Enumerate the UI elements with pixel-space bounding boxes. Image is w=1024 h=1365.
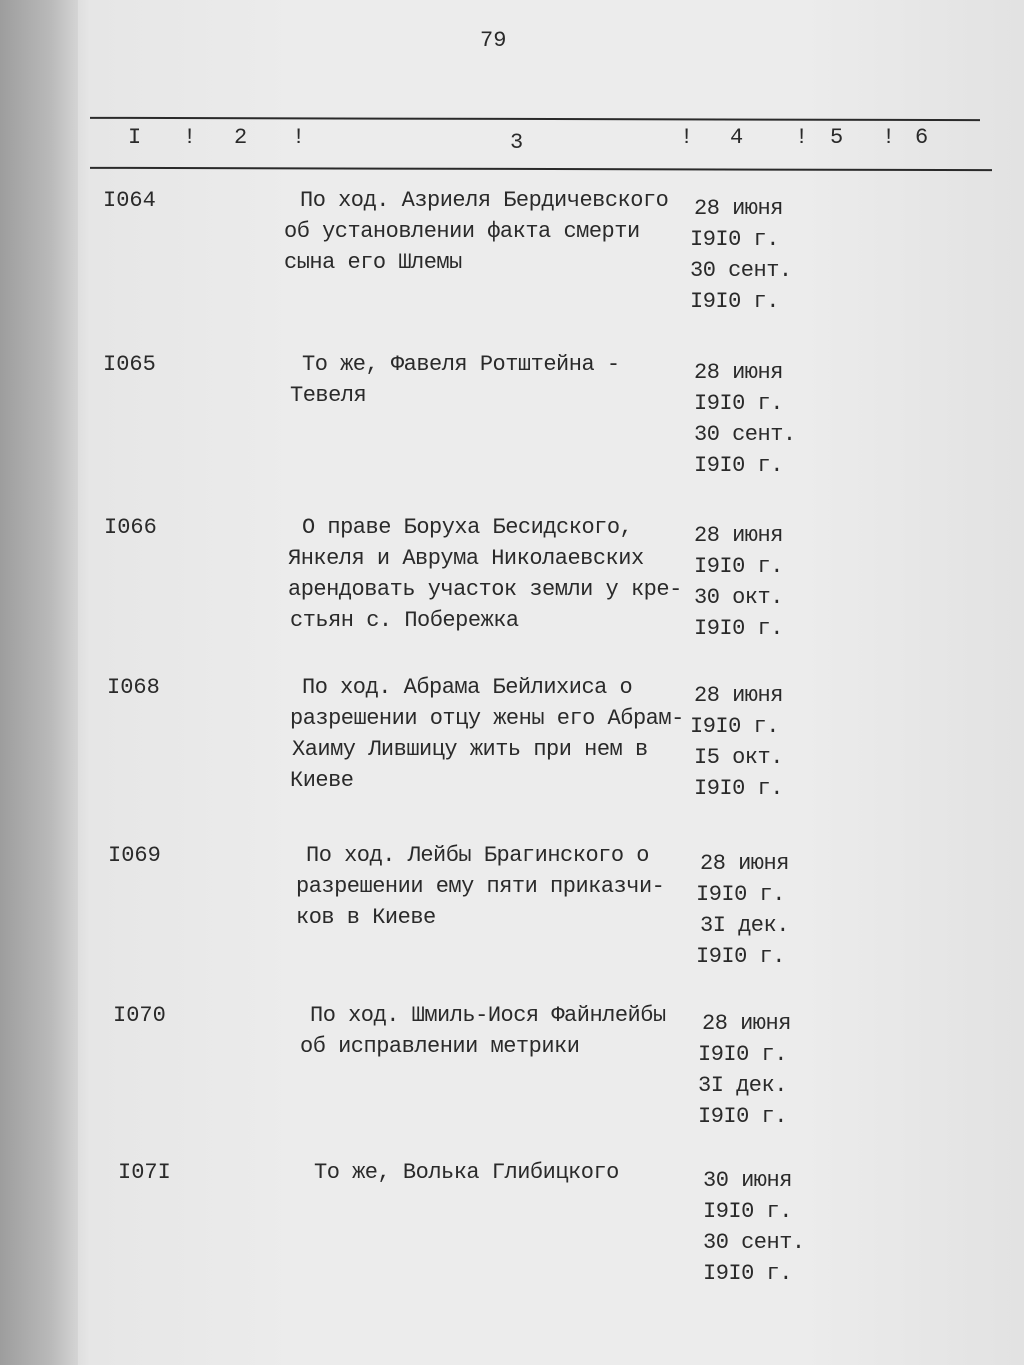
- column-separator: !: [795, 125, 809, 150]
- entry-date-line: I9I0 г.: [694, 453, 783, 478]
- column-separator: !: [882, 125, 896, 150]
- entry-number: I065: [103, 352, 156, 377]
- entry-date-line: I9I0 г.: [690, 714, 779, 739]
- entry-date-line: I9I0 г.: [694, 616, 783, 641]
- binding-gutter: [0, 0, 78, 1365]
- entry-description-line: Киеве: [290, 768, 354, 793]
- entry-number: I07I: [118, 1160, 171, 1185]
- entry-date-line: 28 июня: [702, 1011, 791, 1036]
- entry-date-line: 28 июня: [694, 196, 783, 221]
- entry-date-line: I9I0 г.: [694, 391, 783, 416]
- column-header-I: I: [128, 125, 142, 150]
- column-header-5: 5: [830, 125, 844, 150]
- column-header-6: 6: [915, 125, 929, 150]
- entry-description-line: По ход. Шмиль-Иося Файнлейбы: [310, 1003, 666, 1028]
- entry-description-line: По ход. Лейбы Брагинского о: [306, 843, 649, 868]
- entry-description-line: ков в Киеве: [296, 905, 436, 930]
- page-number: 79: [480, 28, 507, 53]
- entry-date-line: I9I0 г.: [694, 776, 783, 801]
- entry-description-line: Янкеля и Аврума Николаевских: [288, 546, 644, 571]
- entry-date-line: I9I0 г.: [690, 289, 779, 314]
- entry-number: I069: [108, 843, 161, 868]
- entry-date-line: 28 июня: [694, 523, 783, 548]
- entry-date-line: I9I0 г.: [690, 227, 779, 252]
- entry-description-line: Хаиму Лившицу жить при нем в: [292, 737, 648, 762]
- entry-date-line: 3I дек.: [698, 1073, 787, 1098]
- entry-date-line: I9I0 г.: [703, 1261, 792, 1286]
- entry-date-line: I9I0 г.: [698, 1104, 787, 1129]
- entry-description-line: сына его Шлемы: [284, 250, 462, 275]
- entry-description-line: стьян с. Побережка: [290, 608, 519, 633]
- entry-date-line: I9I0 г.: [703, 1199, 792, 1224]
- entry-description-line: об установлении факта смерти: [284, 219, 640, 244]
- entry-description-line: разрешении ему пяти приказчи-: [296, 874, 665, 899]
- entry-description-line: Тевеля: [290, 383, 367, 408]
- column-separator: !: [292, 125, 306, 150]
- entry-description-line: По ход. Абрама Бейлихиса о: [302, 675, 633, 700]
- entry-description-line: То же, Фавеля Ротштейна -: [302, 352, 620, 377]
- column-separator: !: [680, 125, 694, 150]
- entry-date-line: I9I0 г.: [696, 944, 785, 969]
- entry-date-line: 28 июня: [694, 360, 783, 385]
- entry-date-line: I9I0 г.: [696, 882, 785, 907]
- column-header-3: 3: [510, 130, 524, 155]
- entry-number: I068: [107, 675, 160, 700]
- entry-number: I064: [103, 188, 156, 213]
- table-top-rule: [90, 117, 980, 121]
- entry-date-line: I5 окт.: [694, 745, 783, 770]
- entry-date-line: 30 сент.: [694, 422, 796, 447]
- entry-date-line: 3I дек.: [700, 913, 789, 938]
- entry-date-line: 28 июня: [700, 851, 789, 876]
- entry-date-line: I9I0 г.: [698, 1042, 787, 1067]
- entry-date-line: I9I0 г.: [694, 554, 783, 579]
- table-header-rule: [90, 167, 992, 171]
- entry-description-line: То же, Волька Глибицкого: [314, 1160, 619, 1185]
- entry-number: I066: [104, 515, 157, 540]
- entry-number: I070: [113, 1003, 166, 1028]
- column-header-2: 2: [234, 125, 248, 150]
- entry-date-line: 30 сент.: [690, 258, 792, 283]
- entry-date-line: 30 сент.: [703, 1230, 805, 1255]
- entry-description-line: арендовать участок земли у кре-: [288, 577, 682, 602]
- entry-date-line: 28 июня: [694, 683, 783, 708]
- column-separator: !: [183, 125, 197, 150]
- entry-description-line: По ход. Азриеля Бердичевского: [300, 188, 669, 213]
- entry-description-line: разрешении отцу жены его Абрам-: [290, 706, 684, 731]
- entry-date-line: 30 июня: [703, 1168, 792, 1193]
- entry-date-line: 30 окт.: [694, 585, 783, 610]
- column-header-4: 4: [730, 125, 744, 150]
- entry-description-line: О праве Боруха Бесидского,: [302, 515, 633, 540]
- entry-description-line: об исправлении метрики: [300, 1034, 580, 1059]
